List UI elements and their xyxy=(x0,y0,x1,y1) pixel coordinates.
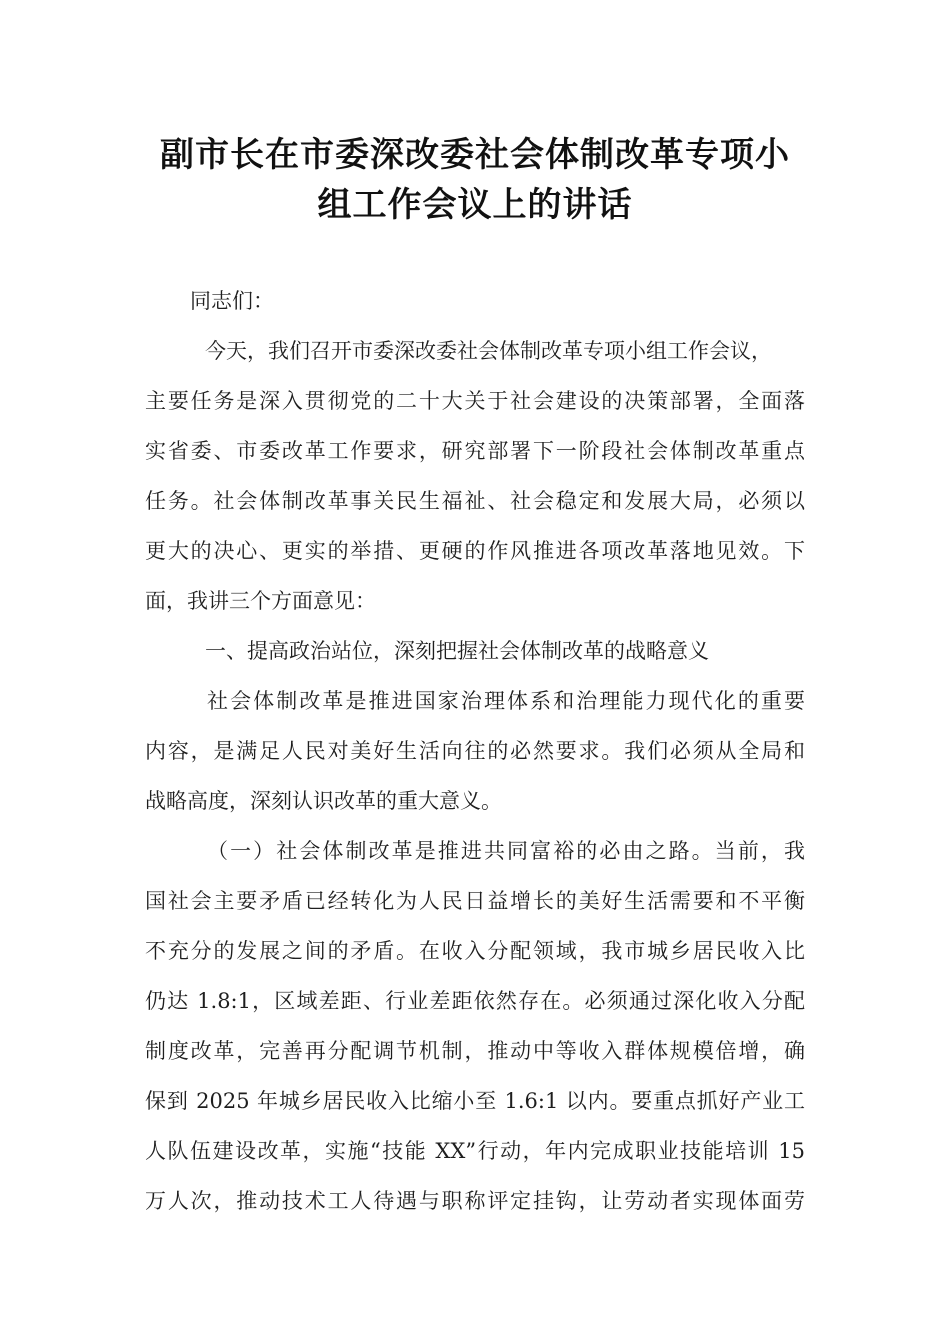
paragraph-line: 仍达 1.8:1，区域差距、行业差距依然存在。必须通过深化收入分配 xyxy=(145,989,805,1013)
paragraph-line: 实省委、市委改革工作要求，研究部署下一阶段社会体制改革重点 xyxy=(145,439,805,463)
section-heading: 一、提高政治站位，深刻把握社会体制改革的战略意义 xyxy=(205,639,709,663)
paragraph-line: 主要任务是深入贯彻党的二十大关于社会建设的决策部署，全面落 xyxy=(145,389,805,413)
paragraph-line: 任务。社会体制改革事关民生福祉、社会稳定和发展大局，必须以 xyxy=(145,489,805,513)
paragraph-line: 内容，是满足人民对美好生活向往的必然要求。我们必须从全局和 xyxy=(145,739,805,763)
salutation: 同志们： xyxy=(190,289,274,313)
document-title-line-1: 副市长在市委深改委社会体制改革专项小 xyxy=(160,135,790,175)
paragraph-line: 国社会主要矛盾已经转化为人民日益增长的美好生活需要和不平衡 xyxy=(145,889,805,913)
document-title-line-2: 组工作会议上的讲话 xyxy=(317,185,633,225)
paragraph-line: 更大的决心、更实的举措、更硬的作风推进各项改革落地见效。下 xyxy=(145,539,805,563)
paragraph-line: 制度改革，完善再分配调节机制，推动中等收入群体规模倍增，确 xyxy=(145,1039,805,1063)
paragraph-line: 不充分的发展之间的矛盾。在收入分配领域，我市城乡居民收入比 xyxy=(145,939,805,963)
paragraph-line: 战略高度，深刻认识改革的重大意义。 xyxy=(145,789,502,813)
paragraph-line: 面，我讲三个方面意见： xyxy=(145,589,376,613)
paragraph-line: 保到 2025 年城乡居民收入比缩小至 1.6:1 以内。要重点抓好产业工 xyxy=(145,1089,805,1113)
paragraph-line: 人队伍建设改革，实施“技能 XX”行动，年内完成职业技能培训 15 xyxy=(145,1139,805,1163)
paragraph-line: （一）社会体制改革是推进共同富裕的必由之路。当前，我 xyxy=(207,839,805,863)
paragraph-line: 万人次，推动技术工人待遇与职称评定挂钩，让劳动者实现体面劳 xyxy=(145,1189,805,1213)
paragraph-line: 今天，我们召开市委深改委社会体制改革专项小组工作会议， xyxy=(205,339,772,363)
paragraph-line: 社会体制改革是推进国家治理体系和治理能力现代化的重要 xyxy=(207,689,805,713)
